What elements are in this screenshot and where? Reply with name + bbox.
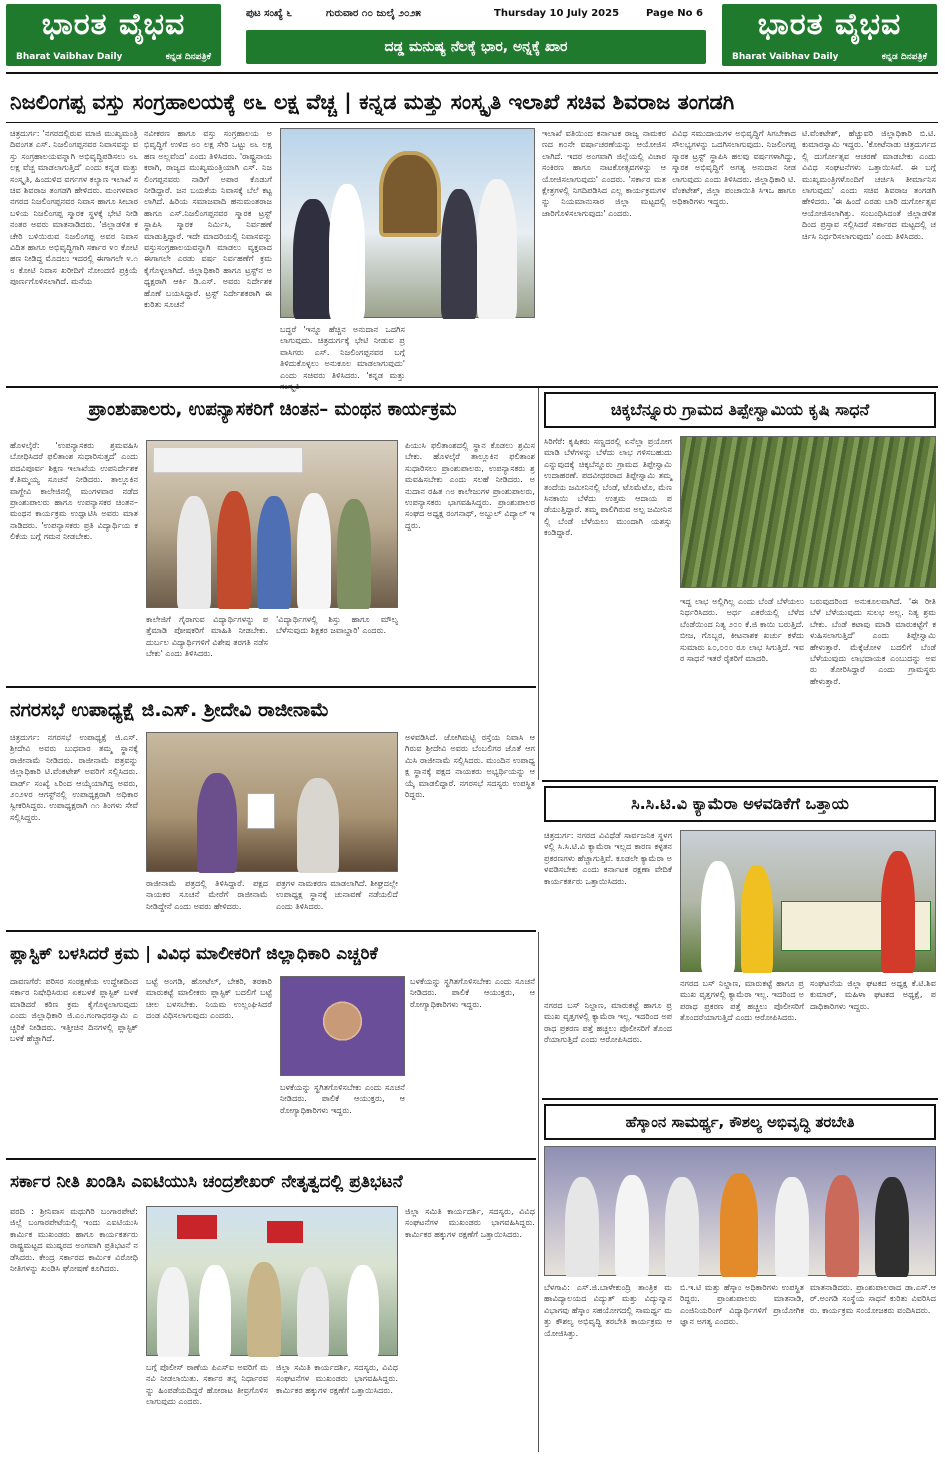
article-body-column: ಬಳಕೆಯನ್ನು ಸ್ಥಗಿತಗೊಳಿಸಬೇಕು ಎಂದು ಸೂಚನೆ ನೀಡಿದರು. ಪಾಲಿಕೆ ಆಯುಕ್ತರು, ಆರೋಗ್ಯಾಧಿಕಾರಿಗಳು ಇದ್ದರು.	[280, 1082, 405, 1115]
person-figure	[257, 496, 291, 609]
divider	[6, 686, 536, 688]
photo-okra-field	[680, 436, 936, 588]
photo-ccvt-protest-memorandum	[680, 830, 936, 972]
red-flag	[177, 1215, 217, 1239]
person-figure	[615, 1175, 649, 1277]
article-body-column: ಬದ್ಧರೆ 'ಇನ್ನೂ ಹೆಚ್ಚಿನ ಅನುದಾನ ಒದಗಿಸಲಾಗುವುದು. ಚಿತ್ರದುರ್ಗಕ್ಕೆ ಭೇಟಿ ನೀಡುವ ಪ್ರವಾಸಿಗರು ಎಸ್. ನಿಜಲಿಂಗಪ್ಪನವರ ಬಗ್ಗೆ ತಿಳಿದುಕೊಳ್ಳಲು ಅನುಕೂಲ ಮಾಡಲಾಗುವುದು' ಎಂದು ಸಚಿವರು ತಿಳಿಸಿದರು. 'ಕನ್ನಡ ಮತ್ತು	[280, 324, 405, 380]
article-headline: ನಗರಸಭೆ ಉಪಾಧ್ಯಕ್ಷೆ ಜಿ.ಎಸ್. ಶ್ರೀದೇವಿ ರಾಜೀನಾಮೆ	[10, 699, 330, 721]
person-figure	[293, 199, 333, 319]
masthead-title: ಭಾರತ ವೈಭವ	[757, 7, 902, 42]
person-figure	[775, 1177, 809, 1277]
person-figure	[720, 1173, 758, 1277]
article-body-column: ಚಿತ್ರದುರ್ಗ: ನಗರದ ವಿವಿಧೆಡೆ ಸಾರ್ವಜನಿಕ ಸ್ಥಳಗಳಲ್ಲಿ ಸಿ.ಸಿ.ಟಿ.ವಿ ಕ್ಯಾಮೆರಾ ಇಲ್ಲದ ಕಾರಣ ಕಳ್ಳತನ ಪ್ರಕರಣಗಳು ಹೆಚ್ಚಾಗುತ್ತಿವೆ. ಕೂಡಲೇ ಕ್ಯಾಮೆರಾ ಅಳವಡಿಸಬೇಕು ಎಂದು ಕರ್ನಾಟಕ ರಕ್ಷಣಾ ವೇದಿಕೆ ಕಾರ್ಯಕರ್ತರು ಒತ್ತಾಯಿಸಿದರು.	[544, 830, 672, 886]
article-body-column: ಹೊಳಲ್ಕೆರೆ: 'ಉಪನ್ಯಾಸಕರು ಶ್ರಮವಹಿಸಿ ಬೋಧಿಸಿದರೆ ಫಲಿತಾಂಶ ಸುಧಾರಿಸುತ್ತದೆ' ಎಂದು ಪದವಿಪೂರ್ವ ಶಿಕ್ಷಣ ಇಲಾಖೆಯ ಉಪನಿರ್ದೇಶಕ ಕೆ.ತಿಮ್ಮಯ್ಯ ಸೂಚನೆ ನೀಡಿದರು. ತಾಲ್ಲೂಕಿನ ವಾಗ್ದೇವಿ ಕಾಲೇಜಿನಲ್ಲಿ ಮಂಗಳವಾರ ನಡೆದ ಪ್ರಾಂಶುಪಾಲರು ಹಾಗೂ ಉಪನ್ಯಾಸಕರ ಚಿಂತನ– ಮಂಥನ ಕಾರ್ಯಕ್ರಮ ಉದ್ಘಾಟಿಸಿ ಅವರು ಮಾತನಾಡಿದರು. 'ಉಪನ್ಯಾಸಕರು ಪ್ರತಿ ವಿದ್ಯಾರ್ಥಿಯ ಕಲಿಕೆಯ ಬಗ್ಗೆ ಗಮನ ನೀಡಬೇಕು.	[10, 440, 138, 542]
person-figure	[881, 851, 915, 973]
photo-minister-garlanding-portrait	[280, 128, 535, 318]
photo-aituc-protest	[146, 1206, 398, 1356]
article-body-column: ವಿವಿಧ ಸಮುದಾಯಗಳ ಅಭಿವೃದ್ಧಿಗೆ ಸಿಗಬೇಕಾದ ಸೌಲಭ್ಯಗಳನ್ನು ಒದಗಿಸಲಾಗುವುದು. ನಿಜಲಿಂಗಪ್ಪ ಸ್ಮಾರಕ ಟ್ರಸ್ಟ್ ಸ್ಥಾಪಿಸಿ ಹಲವು ವರ್ಷಗಳಾಗಿದ್ದು, ಸ್ಮಾರಕ ಅಭಿವೃದ್ಧಿಗೆ ಅಗತ್ಯ ಅನುದಾನ ನೀಡಲಾಗುವುದು ಎಂದು ತಿಳಿಸಿದರು. ಜಿಲ್ಲಾಧಿಕಾರಿ ಟಿ. ವೆಂಕಟೇಶ್, ಜಿಲ್ಲಾ ಪಂಚಾಯಿತಿ ಸಿಇಒ ಹಾಗೂ ಅಧಿಕಾರಿಗಳು ಇದ್ದರು.	[672, 128, 796, 207]
article-body-column: ದಾವಣಗೆರೆ: ಪರಿಸರ ಸಂರಕ್ಷಣೆಯ ಉದ್ದೇಶದಿಂದ ಸರ್ಕಾರ ನಿಷೇಧಿಸಿರುವ ಏಕಬಳಕೆ ಪ್ಲಾಸ್ಟಿಕ್ ಬಳಕೆ ಮಾಡಿದರೆ ಕಠಿಣ ಕ್ರಮ ಕೈಗೊಳ್ಳಲಾಗುವುದು ಎಂದು ಜಿಲ್ಲಾಧಿಕಾರಿ ಜಿ.ಎಂ.ಗಂಗಾಧರಸ್ವಾಮಿ ಎಚ್ಚರಿಕೆ ನೀಡಿದರು. ಇತ್ತೀಚಿನ ದಿನಗಳಲ್ಲಿ ಪ್ಲಾಸ್ಟಿಕ್ ಬಳಕೆ ಹೆಚ್ಚಾಗಿದೆ.	[10, 976, 138, 1044]
photo-resignation-letter-handover	[146, 732, 398, 872]
article-body-column: ಸಿರಿಗೆರೆ: ಕೃಷಿಕರು ಸಣ್ಣದರಲ್ಲಿ ಏನೆಲ್ಲಾ ಪ್ರಯೋಗ ಮಾಡಿ ಬೆಳೆಗಳನ್ನು ಬೆಳೆದು ಲಾಭ ಗಳಿಸಬಹುದು ಎನ್ನುವುದಕ್ಕೆ ಚಿಕ್ಕಬೆನ್ನೂರು ಗ್ರಾಮದ ತಿಪ್ಪೇಸ್ವಾಮಿ ಉದಾಹರಣೆ. ಪದವೀಧರರಾದ ತಿಪ್ಪೇಸ್ವಾಮಿ ತಮ್ಮ ತಂದೆಯ ಜಮೀನಿನಲ್ಲಿ ಬೆಂಡೆ, ಟೊಮೆಟೊ, ಮೆಣಸಿನಕಾಯಿ ಬೆಳೆದು ಉತ್ತಮ ಆದಾಯ ಪಡೆಯುತ್ತಿದ್ದಾರೆ. ತಮ್ಮ ಪಾಲಿಗಿರುವ ಅಲ್ಪ ಜಮೀನಿನಲ್ಲಿ ಬೆಂಡೆ ಬೆಳೆಯಲು ಮುಂದಾಗಿ ಯಶಸ್ಸು ಕಂಡಿದ್ದಾರೆ.	[544, 436, 672, 538]
article-body-column: ಬಟ್ಟೆ ಅಂಗಡಿ, ಹೋಟೆಲ್, ಬೇಕರಿ, ತರಕಾರಿ ಮಾರುಕಟ್ಟೆ ಮಾಲೀಕರು ಪ್ಲಾಸ್ಟಿಕ್ ಬದಲಿಗೆ ಬಟ್ಟೆ ಚೀಲ ಬಳಸಬೇಕು. ನಿಯಮ ಉಲ್ಲಂಘಿಸಿದರೆ ದಂಡ ವಿಧಿಸಲಾಗುವುದು ಎಂದರು.	[146, 976, 272, 1021]
person-figure	[177, 496, 211, 609]
person-figure	[875, 1177, 909, 1277]
article-body-column: ಟಿ.ವೆಂಕಟೇಶ್, ಹೆಚ್ಚುವರಿ ಜಿಲ್ಲಾಧಿಕಾರಿ ಬಿ.ಟಿ.ಕುಮಾರಸ್ವಾಮಿ ಇದ್ದರು. 'ಕೋಟೆನಾಡು ಚಿತ್ರದುರ್ಗದಲ್ಲಿ ದುರ್ಗೋತ್ಸವ ಆಚರಣೆ ಮಾಡಬೇಕು ಎಂದು ವಿವಿಧ ಸಂಘಟನೆಗಳು ಒತ್ತಾಯಿಸಿವೆ. ಈ ಬಗ್ಗೆ ಮುಖ್ಯಮಂತ್ರಿಗಳೊಂದಿಗೆ ಚರ್ಚಿಸಿ ತೀರ್ಮಾನಿಸಲಾಗುವುದು' ಎಂದು ಸಚಿವ ಶಿವರಾಜ ತಂಗಡಗಿ ಹೇಳಿದರು. 'ಈ ಹಿಂದೆ ಎರಡು ಬಾರಿ ದುರ್ಗೋತ್ಸವ ಆಯೋಜಿಸಲಾಗಿತ್ತು. ಸಂಬಂಧಿಸಿದಂತೆ ಜಿಲ್ಲಾಡಳಿತದಿಂದ ಪ್ರಸ್ತಾವ ಸಲ್ಲಿಸಿದರೆ ಸರ್ಕಾರದ ಮಟ್ಟದಲ್ಲಿ ಚರ್ಚಿಸಿ ನಿರ್ಧರಿಸಲಾಗುವುದು' ಎಂದು ತಿಳಿಸಿದರು.	[802, 128, 936, 241]
article-body-column: ಪತ್ರಗಳ ನಾಮಕರಣ ಮಾಡಲಾಗಿದೆ. ಶೀಘ್ರದಲ್ಲೇ ಉಪಾಧ್ಯಕ್ಷ ಸ್ಥಾನಕ್ಕೆ ಚುನಾವಣೆ ನಡೆಯಲಿದೆ ಎಂದು ತಿಳಿಸಿದರು.	[276, 878, 398, 911]
article-headline: ನಿಜಲಿಂಗಪ್ಪ ವಸ್ತು ಸಂಗ್ರಹಾಲಯಕ್ಕೆ ೮೬ ಲಕ್ಷ ವೆಚ್ಚ | ಕನ್ನಡ ಮತ್ತು ಸಂಸ್ಕೃತಿ ಇಲಾಖೆ ಸಚಿವ ಶಿವರಾಜ ತಂಗಡಗಿ	[10, 90, 735, 114]
article-headline: ಪ್ಲಾಸ್ಟಿಕ್ ಬಳಸಿದರೆ ಕ್ರಮ | ವಿವಿಧ ಮಾಲೀಕರಿಗೆ ಜಿಲ್ಲಾಧಿಕಾರಿ ಎಚ್ಚರಿಕೆ	[10, 944, 378, 964]
article-body-column: ಬರುವುದರಿಂದ ಅನುಕೂಲವಾಗಿದೆ. 'ಈ ರೀತಿ ಬೆಳೆ ಬೆಳೆಯುವುದು ಸುಲಭ ಅಲ್ಲ. ನಿತ್ಯ ಶ್ರಮ ಬೇಕು. ಬೆಂಡೆ ಕಟಾವು ಮಾಡಿ ಮಾರುಕಟ್ಟೆಗೆ ಕಳುಹಿಸಲಾಗುತ್ತಿದೆ' ಎಂದು ತಿಪ್ಪೇಸ್ವಾಮಿ ಹೇಳುತ್ತಾರೆ. ಮೆಕ್ಕೆಜೋಳ ಬದಲಿಗೆ ಬೆಂಡೆ ಬೆಳೆಯುವುದು ಲಾಭದಾಯಕ ಎಂಬುದನ್ನು ಅವರು ತೋರಿಸಿದ್ದಾರೆ ಎಂದು ಗ್ರಾಮಸ್ಥರು ಹೇಳುತ್ತಾರೆ.	[810, 596, 936, 686]
column-divider	[538, 932, 539, 1452]
article-body-column: ಚಿತ್ರದುರ್ಗ: ನಗರಸಭೆ ಉಪಾಧ್ಯಕ್ಷೆ ಜಿ.ಎಸ್.ಶ್ರೀದೇವಿ ಅವರು ಬುಧವಾರ ತಮ್ಮ ಸ್ಥಾನಕ್ಕೆ ರಾಜೀನಾಮೆ ನೀಡಿದರು. ರಾಜೀನಾಮೆ ಪತ್ರವನ್ನು ಜಿಲ್ಲಾಧಿಕಾರಿ ಟಿ.ವೆಂಕಟೇಶ್ ಅವರಿಗೆ ಸಲ್ಲಿಸಿದರು. ವಾರ್ಡ್ ಸಂಖ್ಯೆ ೬ರಿಂದ ಆಯ್ಕೆಯಾಗಿದ್ದ ಅವರು, ೨೦೨೪ರ ಆಗಸ್ಟ್‌ನಲ್ಲಿ ಉಪಾಧ್ಯಕ್ಷರಾಗಿ ಅಧಿಕಾರ ಸ್ವೀಕರಿಸಿದ್ದರು. ಉಪಾಧ್ಯಕ್ಷರಾಗಿ ೧೧ ತಿಂಗಳು ಸೇವೆ ಸಲ್ಲಿಸಿದ್ದರು.	[10, 732, 138, 822]
person-figure	[347, 1265, 379, 1357]
article-body-column: ಕಾಲೇಜಿಗೆ ಗೈರಾಗುವ ವಿದ್ಯಾರ್ಥಿಗಳನ್ನು ಪತ್ತೆಮಾಡಿ ಪೋಷಕರಿಗೆ ಮಾಹಿತಿ ನೀಡಬೇಕು. ದುರ್ಬಲ ವಿದ್ಯಾರ್ಥಿಗಳಿಗೆ ವಿಶೇಷ ತರಗತಿ ನಡೆಸಬೇಕು' ಎಂದು ತಿಳಿಸಿದರು.	[146, 614, 268, 659]
person-figure	[297, 1267, 329, 1357]
photo-training-program-dignitaries	[544, 1146, 936, 1276]
person-figure	[197, 773, 237, 873]
article-body-column: ನಗರದ ಬಸ್ ನಿಲ್ದಾಣ, ಮಾರುಕಟ್ಟೆ ಹಾಗೂ ಪ್ರಮುಖ ವೃತ್ತಗಳಲ್ಲಿ ಕ್ಯಾಮೆರಾ ಇಲ್ಲ. ಇದರಿಂದ ಅಪರಾಧ ಪ್ರಕರಣ ಪತ್ತೆ ಹಚ್ಚಲು ಪೊಲೀಸರಿಗೆ ತೊಂದರೆಯಾಗುತ್ತಿದೆ ಎಂದು ಆರೋಪಿಸಿದರು.	[680, 978, 804, 1023]
person-figure	[337, 499, 371, 609]
divider	[6, 122, 938, 123]
article-headline: ಸಿ.ಸಿ.ಟಿ.ವಿ ಕ್ಯಾಮೆರಾ ಅಳವಡಿಕೆಗೆ ಒತ್ತಾಯ	[544, 786, 936, 822]
masthead-rule	[6, 72, 938, 74]
person-figure	[477, 179, 517, 319]
photo-lamp-lighting-ceremony	[146, 440, 398, 608]
article-body-column: ಸಂಘಟನೆಯ ಜಿಲ್ಲಾ ಘಟಕದ ಅಧ್ಯಕ್ಷ ಕೆ.ಟಿ.ಶಿವಕುಮಾರ್, ಮಹಿಳಾ ಘಟಕದ ಅಧ್ಯಕ್ಷೆ, ಪದಾಧಿಕಾರಿಗಳು ಇದ್ದರು.	[810, 978, 936, 1011]
person-figure	[701, 861, 735, 973]
article-body-column: ನಗರದ ಬಸ್ ನಿಲ್ದಾಣ, ಮಾರುಕಟ್ಟೆ ಹಾಗೂ ಪ್ರಮುಖ ವೃತ್ತಗಳಲ್ಲಿ ಕ್ಯಾಮೆರಾ ಇಲ್ಲ. ಇದರಿಂದ ಅಪರಾಧ ಪ್ರಕರಣ ಪತ್ತೆ ಹಚ್ಚಲು ಪೊಲೀಸರಿಗೆ ತೊಂದರೆಯಾಗುತ್ತಿದೆ ಎಂದು ಆರೋಪಿಸಿದರು.	[544, 1000, 672, 1045]
article-headline: ಹೆಸ್ಕಾಂನ ಸಾಮರ್ಥ್ಯ, ಕೌಶಲ್ಯ ಅಭಿವೃದ್ಧಿ ತರಬೇತಿ	[544, 1104, 936, 1140]
red-flag	[267, 1221, 303, 1243]
masthead-logo-left	[6, 4, 221, 66]
person-figure	[665, 1177, 699, 1277]
article-body-column: ಮಾತನಾಡಿದರು. ಪ್ರಾಂಶುಪಾಲರಾದ ಡಾ.ಎಸ್.ಆರ್.ಅಂಗಡಿ ಸಂಸ್ಥೆಯ ಸಾಧನೆ ಕುರಿತು ವಿವರಿಸಿದರು. ಕಾರ್ಯಕ್ರಮ ಸಂಯೋಜಕರು ವಂದಿಸಿದರು.	[810, 1282, 936, 1315]
article-body-column: ವರದಿ : ಶ್ರೀನಿವಾಸ ಮಧುಗಿರಿ ಬಂಗಾರಪೇಟೆ: ಜಿಲ್ಲೆ ಬಂಗಾರಪೇಟೆಯಲ್ಲಿ ಇಂದು ಎಐಟಿಯುಸಿ ಕಾರ್ಮಿಕ ಮುಖಂಡರು ಹಾಗೂ ಕಾರ್ಯಕರ್ತರು ರಾಷ್ಟ್ರಮಟ್ಟದ ಮುಷ್ಕರದ ಅಂಗವಾಗಿ ಪ್ರತಿಭಟನೆ ನಡೆಸಿದರು. ಕೇಂದ್ರ ಸರ್ಕಾರದ ಕಾರ್ಮಿಕ ವಿರೋಧಿ ನೀತಿಗಳನ್ನು ಖಂಡಿಸಿ ಘೋಷಣೆ ಕೂಗಿದರು.	[10, 1206, 138, 1274]
masthead-subtitle-kn: ಕನ್ನಡ ದಿನಪತ್ರಿಕೆ	[881, 52, 927, 62]
issue-number: ಪುಟ ಸಂಖ್ಯೆ ೬	[246, 8, 293, 19]
article-body-column: ಬಿ.ಇ.ಟಿ ಮತ್ತು ಹೆಸ್ಕಾಂ ಅಧಿಕಾರಿಗಳು ಉಪಸ್ಥಿತರಿದ್ದರು. ಪ್ರಾಂಶುಪಾಲರು ಮಾತನಾಡಿ, ಎಂಜಿನಿಯರಿಂಗ್ ವಿದ್ಯಾರ್ಥಿಗಳಿಗೆ ಪ್ರಾಯೋಗಿಕ ಜ್ಞಾನ ಅಗತ್ಯ ಎಂದರು.	[680, 1282, 804, 1327]
article-body-column: ಚಿತ್ರದುರ್ಗ: 'ನಗರದಲ್ಲಿರುವ ಮಾಜಿ ಮುಖ್ಯಮಂತ್ರಿ ದಿವಂಗತ ಎಸ್. ನಿಜಲಿಂಗಪ್ಪನವರ ನಿವಾಸವನ್ನು ವಸ್ತು ಸಂಗ್ರಹಾಲಯವನ್ನಾಗಿ ಅಭಿವೃದ್ಧಿಪಡಿಸಲು ೮೬ ಲಕ್ಷ ವೆಚ್ಚ ಮಾಡಲಾಗುತ್ತಿದೆ' ಎಂದು ಕನ್ನಡ ಮತ್ತು ಸಂಸ್ಕೃತಿ, ಹಿಂದುಳಿದ ವರ್ಗಗಳ ಕಲ್ಯಾಣ ಇಲಾಖೆ ಸಚಿವ ಶಿವರಾಜ ತಂಗಡಗಿ ಹೇಳಿದರು. ಮಂಗಳವಾರ ನಗರದ ನಿಜಲಿಂಗಪ್ಪನವರ ನಿವಾಸ ಹಾಗೂ ಸೀಬಾರ ಬಳಿಯ ನಿಜಲಿಂಗಪ್ಪ ಸ್ಮಾರಕ ಸ್ಥಳಕ್ಕೆ ಭೇಟಿ ನೀಡಿ ನಂತರ ಅವರು ಮಾತನಾಡಿದರು. 'ಜಿಲ್ಲಾಡಳಿತ ಕಚೇರಿ ಬಳಿಯಿರುವ ನಿಜಲಿಂಗಪ್ಪ ಅವರ ನಿವಾಸ ವಿದಿತ ಹಾಗೂ ಅಭಿವೃದ್ಧಿಗಾಗಿ ಸರ್ಕಾರ ೪೦ ಕೋಟಿ ಹಣ ನೀಡಿದ್ದ ಮೊದಲು ಇದರಲ್ಲಿ ಈಗಾಗಲೇ ೪.೧೮ ಕೋಟಿ ನಿವಾಸ ಖರೀದಿಗೆ ನೋಂದಣಿ ಪ್ರಕ್ರಿಯೆ ಪೂರ್ಣಗೊಳಿಸಲಾಗಿದೆ. ಮನೆಯ	[10, 128, 138, 287]
article-body-column: ನವೀಕರಣ ಹಾಗೂ ವಸ್ತು ಸಂಗ್ರಹಾಲಯ ಅಭಿವೃದ್ಧಿಗೆ ಉಳಿದ ೮೦ ಲಕ್ಷ ಸೇರಿ ಒಟ್ಟು ೮೬ ಲಕ್ಷ ಹಣ ಅಲ್ಲವೆಂದ' ಎಂದು ತಿಳಿಸಿದರು. 'ರಾಷ್ಟ್ರನಾಯಕರಾಗಿ, ರಾಜ್ಯದ ಮುಖ್ಯಮಂತ್ರಿಯಾಗಿ ಎಸ್. ನಿಜಲಿಂಗಪ್ಪನವರು ನಾಡಿಗೆ ಅಪಾರ ಕೊಡುಗೆ ನೀಡಿದ್ದಾರೆ. ಜನ ಬಯಕೆಯ ನಿವಾಸಕ್ಕೆ ಬೆಲೆ ಕಟ್ಟಲಾಗಿದೆ. ಹಿರಿಯ ಸಮಾಜವಾದಿ ಹನುಮಂತರಾಜ ಹಾಗೂ ಎಸ್.ನಿಜಲಿಂಗಪ್ಪನವರ ಸ್ಮಾರಕ ಟ್ರಸ್ಟ್ ಸ್ಥಾಪಿಸಿ ಸ್ಮಾರಕ ನಿರ್ಮಿಸಿ, ನಿರ್ವಹಣೆ ಮಾಡುತ್ತಿದ್ದಾರೆ. ಇದೇ ಮಾದರಿಯಲ್ಲಿ ನಿವಾಸವನ್ನು ವಸ್ತುಸಂಗ್ರಹಾಲಯವನ್ನಾಗಿ ಮಾಡಲು ವ್ಯಕ್ತವಾದ ಈಗಾಗಲೇ ಎರಡು ವರ್ಷ ನಿರ್ವಹಣೆಗೆ ಕ್ರಮ ಕೈಗೊಳ್ಳಲಾಗಿದೆ. ಜಿಲ್ಲಾಧಿಕಾರಿ ಹಾಗೂ ಟ್ರಸ್ಟ್‌ನ ಅಧ್ಯಕ್ಷರಾಗಿ ಆರ್ಕಿ ಡಿ.ಎಸ್. ಅವರು ನಿರ್ದೇಶಕ ಹೊಣೆ ಬಯಸಿದ್ದಾರೆ. ಟ್ರಸ್ಟ್ ನಿರ್ದೇಶಕರಾಗಿ ಈ ಕುರಿತು ಸೂಚನೆ	[144, 128, 272, 310]
divider	[6, 930, 536, 932]
column-divider	[538, 388, 539, 780]
person-figure	[825, 1175, 859, 1277]
masthead-subtitle-kn: ಕನ್ನಡ ದಿನಪತ್ರಿಕೆ	[165, 52, 211, 62]
person-figure	[297, 778, 339, 873]
page-number: Page No 6	[646, 8, 703, 19]
article-body-column: ರಾಜೀನಾಮೆ ಪತ್ರದಲ್ಲಿ ತಿಳಿಸಿದ್ದಾರೆ. ಪಕ್ಷದ ನಾಯಕರ ಸೂಚನೆ ಮೇರೆಗೆ ರಾಜೀನಾಮೆ ನೀಡಿದ್ದೇನೆ ಎಂದು ಅವರು ಹೇಳಿದರು.	[146, 878, 268, 911]
person-figure	[441, 189, 477, 319]
masthead-logo-right	[722, 4, 937, 66]
article-headline: ಪ್ರಾಂಶುಪಾಲರು, ಉಪನ್ಯಾಸಕರಿಗೆ ಚಿಂತನ– ಮಂಥನ ಕಾರ್ಯಕ್ರಮ	[88, 399, 457, 420]
person-figure	[297, 493, 331, 609]
article-body-column: ಜಿಲ್ಲಾ ಸಮಿತಿ ಕಾರ್ಯದರ್ಶಿ, ಸದಸ್ಯರು, ವಿವಿಧ ಸಂಘಟನೆಗಳ ಮುಖಂಡರು ಭಾಗವಹಿಸಿದ್ದರು. ಕಾರ್ಮಿಕರ ಹಕ್ಕುಗಳ ರಕ್ಷಣೆಗೆ ಒತ್ತಾಯಿಸಿದರು.	[405, 1206, 535, 1239]
divider	[6, 1158, 536, 1160]
person-figure	[741, 865, 773, 973]
masthead-subtitle-en: Bharat Vaibhav Daily	[732, 52, 839, 62]
divider	[6, 386, 938, 388]
date-english: Thursday 10 July 2025	[494, 8, 620, 19]
divider	[542, 1098, 938, 1100]
person-figure	[217, 491, 251, 609]
photo-district-commissioner	[280, 976, 405, 1076]
article-body-column: ಜಿಲ್ಲಾ ಸಮಿತಿ ಕಾರ್ಯದರ್ಶಿ, ಸದಸ್ಯರು, ವಿವಿಧ ಸಂಘಟನೆಗಳ ಮುಖಂಡರು ಭಾಗವಹಿಸಿದ್ದರು. ಕಾರ್ಮಿಕರ ಹಕ್ಕುಗಳ ರಕ್ಷಣೆಗೆ ಒತ್ತಾಯಿಸಿದರು.	[276, 1362, 398, 1395]
person-figure	[157, 1267, 189, 1357]
article-headline: ಸರ್ಕಾರ ನೀತಿ ಖಂಡಿಸಿ ಎಐಟಿಯುಸಿ ಚಂದ್ರಶೇಖರ್ ನೇತೃತ್ವದಲ್ಲಿ ಪ್ರತಿಭಟನೆ	[10, 1172, 403, 1192]
letter-paper	[247, 793, 275, 829]
masthead-title: ಭಾರತ ವೈಭವ	[41, 7, 186, 42]
person-figure	[329, 184, 365, 319]
masthead-subtitle-en: Bharat Vaibhav Daily	[16, 52, 123, 62]
divider	[542, 780, 938, 782]
date-kannada: ಗುರುವಾರ ೧೦ ಜುಲೈ ೨೦೨೫	[326, 8, 421, 19]
article-body-column: ಪಿಯುಸಿ ಫಲಿತಾಂಶದಲ್ಲಿ ಸ್ಥಾನ ಕೊಡಲು ಶ್ರಮಿಸಬೇಕು. ಹೊಳಲ್ಕೆರೆ ತಾಲ್ಲೂಕಿನ ಫಲಿತಾಂಶ ಸುಧಾರಿಸಲು ಪ್ರಾಂಶುಪಾಲರು, ಉಪನ್ಯಾಸಕರು ಶ್ರಮವಹಿಸಬೇಕು ಎಂದು ಸಲಹೆ ನೀಡಿದರು. ಅನುದಾನ ರಹಿತ ೧೮ ಕಾಲೇಜುಗಳ ಪ್ರಾಂಶುಪಾಲರು, ಉಪನ್ಯಾಸಕರು ಭಾಗವಹಿಸಿದ್ದರು. ಪ್ರಾಂಶುಪಾಲರ ಸಂಘದ ಅಧ್ಯಕ್ಷ ರಂಗನಾಥ್, ಅಬ್ದುಲ್ ವಿದ್ಯಾಲ್ ಇದ್ದರು.	[405, 440, 535, 530]
article-body-column: 'ವಿದ್ಯಾರ್ಥಿಗಳಲ್ಲಿ ಶಿಸ್ತು ಹಾಗೂ ಮೌಲ್ಯ ಬೆಳೆಸುವುದು ಶಿಕ್ಷಕರ ಜವಾಬ್ದಾರಿ' ಎಂದರು.	[276, 614, 398, 636]
person-figure	[199, 1265, 231, 1357]
article-headline: ಚಿಕ್ಕಬೆನ್ನೂರು ಗ್ರಾಮದ ತಿಪ್ಪೇಸ್ವಾಮಿಯ ಕೃಷಿ ಸಾಧನೆ	[544, 392, 936, 428]
portrait-frame	[379, 151, 441, 237]
article-body-column: ಇದ್ದ ಲಾಭ ಅಲ್ಲಿಗಿಲ್ಲ ಎಂದು ಬೆಂಡೆ ಬೆಳೆಯಲು ನಿರ್ಧರಿಸಿದರು. ಅರ್ಧ ಎಕರೆಯಲ್ಲಿ ಬೆಳೆದ ಬೆಂಡೆಯಿಂದ ನಿತ್ಯ ೨೦೦ ಕೆ.ಜಿ ಕಾಯಿ ಬರುತ್ತಿದೆ. ಬೀಜ, ಗೊಬ್ಬರ, ಕೀಟನಾಶಕ ಖರ್ಚು ಕಳೆದು ಸುಮಾರು ೩೦,೦೦೦ ರೂ ಲಾಭ ಸಿಗುತ್ತಿದೆ. ಇವರ ಸಾಧನೆ ಇತರೆ ರೈತರಿಗೆ ಮಾದರಿ.	[680, 596, 804, 664]
issue-info-bar	[246, 4, 706, 26]
person-figure	[565, 1177, 599, 1277]
article-body-column: ಅಳವಡಿಸಿದೆ. ಜೋಗಿಮಟ್ಟಿ ರಸ್ತೆಯ ನಿವಾಸಿ ಆಗಿರುವ ಶ್ರೀದೇವಿ ಅವರು ಬೆಂಬಲಿಗರ ಜೊತೆ ಆಗಮಿಸಿ ರಾಜೀನಾಮೆ ಸಲ್ಲಿಸಿದರು. ಮುಂದಿನ ಉಪಾಧ್ಯಕ್ಷ ಸ್ಥಾನಕ್ಕೆ ಪಕ್ಷದ ನಾಯಕರು ಅಭ್ಯರ್ಥಿಯನ್ನು ಆಯ್ಕೆ ಮಾಡಲಿದ್ದಾರೆ. ನಗರಸಭೆ ಸದಸ್ಯರು ಉಪಸ್ಥಿತರಿದ್ದರು.	[405, 732, 535, 800]
article-body-column: ಬಗ್ಗೆ ಪೊಲೀಸ್ ಠಾಣೆಯ ಪಿಎಸ್ಐ ಅವರಿಗೆ ಮನವಿ ನೀಡಲಾಯಿತು. ಸರ್ಕಾರ ತನ್ನ ನಿರ್ಧಾರವನ್ನು ಹಿಂಪಡೆಯದಿದ್ದರೆ ಹೋರಾಟ ತೀವ್ರಗೊಳಿಸಲಾಗುವುದು ಎಂದರು.	[146, 1362, 268, 1407]
masthead-tagline: ದಡ್ಡ ಮನುಷ್ಯ ನೆಲಕ್ಕೆ ಭಾರ, ಅನ್ನಕ್ಕೆ ಖಾರ	[246, 30, 706, 64]
school-banner	[153, 447, 303, 473]
person-figure	[247, 1262, 281, 1357]
article-body-column: ಬೆಳಗಾವಿ: ಎಸ್.ಜಿ.ಬಾಳೇಕುಂದ್ರಿ ತಾಂತ್ರಿಕ ಮಹಾವಿದ್ಯಾಲಯದ ವಿದ್ಯುತ್ ಮತ್ತು ವಿದ್ಯುನ್ಮಾನ ವಿಭಾಗವು ಹೆಸ್ಕಾಂ ಸಹಯೋಗದಲ್ಲಿ ಸಾಮರ್ಥ್ಯ ಮತ್ತು ಕೌಶಲ್ಯ ಅಭಿವೃದ್ಧಿ ತರಬೇತಿ ಕಾರ್ಯಕ್ರಮ ಆಯೋಜಿಸಿತ್ತು.	[544, 1282, 672, 1338]
article-body-column: ಇಲಾಖೆ ವತಿಯಿಂದ ಕರ್ನಾಟಕ ರಾಜ್ಯ ನಾಮಕರಣದ ೫೦ನೇ ವರ್ಷಾಚರಣೆಯನ್ನು ಆಯೋಜಿಸಲಾಗಿದೆ. ಇದರ ಅಂಗವಾಗಿ ಜಿಲ್ಲೆಯಲ್ಲಿ ವಿಚಾರಸಂಕಿರಣ ಹಾಗೂ ನಾಟಕೋತ್ಸವಗಳನ್ನು ಆಯೋಜಿಸಲಾಗುವುದು' ಎಂದರು. 'ಸರ್ಕಾರ ಮತಕ್ಷೇತ್ರಗಳಲ್ಲಿ ನಿಗದಿಪಡಿಸಿದ ಎಲ್ಲ ಕಾರ್ಯಕ್ರಮಗಳನ್ನು ನಿಯಮಾನುಸಾರ ಜಿಲ್ಲಾ ಮಟ್ಟದಲ್ಲಿ ಜಾರಿಗೊಳಿಸಲಾಗುವುದು' ಎಂದರು.	[542, 128, 666, 218]
article-body-column: ಬಳಕೆಯನ್ನು ಸ್ಥಗಿತಗೊಳಿಸಬೇಕು ಎಂದು ಸೂಚನೆ ನೀಡಿದರು. ಪಾಲಿಕೆ ಆಯುಕ್ತರು, ಆರೋಗ್ಯಾಧಿಕಾರಿಗಳು ಇದ್ದರು.	[410, 976, 535, 1009]
